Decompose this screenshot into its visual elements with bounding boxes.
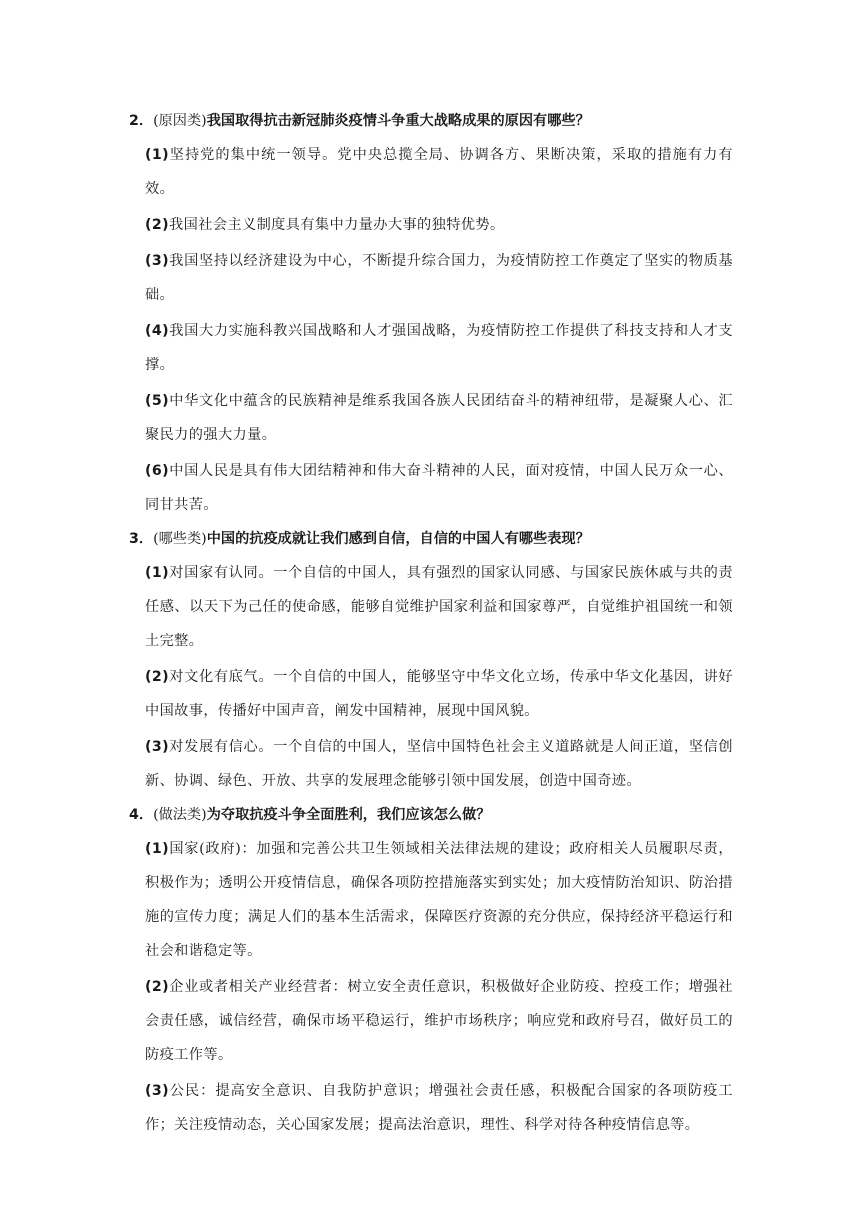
- answer-text: 对发展有信心。一个自信的中国人，坚信中国特色社会主义道路就是人间正道，坚信创新、协调、绿色、开放、共享的发展理念能够引领中国发展，创造中国奇迹。: [145, 739, 733, 789]
- question-title: 为夺取抗疫斗争全面胜利，我们应该怎么做？: [206, 807, 491, 823]
- question-heading: [129, 526, 733, 552]
- answer-index: (6): [145, 463, 170, 479]
- question-heading: [129, 802, 733, 828]
- answer-item: [145, 454, 733, 522]
- answer-index: (5): [145, 393, 170, 409]
- answer-item: [145, 730, 733, 798]
- answer-index: (3): [145, 253, 170, 269]
- answer-item: [145, 832, 733, 968]
- answer-index: (3): [145, 1083, 170, 1099]
- answer-text: 企业或者相关产业经营者：树立安全责任意识，积极做好企业防疫、控疫工作；增强社会责任感，诚信经营，确保市场平稳运行，维护市场秩序；响应党和政府号召，做好员工的防疫工作等。: [145, 979, 733, 1063]
- answer-item: [145, 1074, 733, 1142]
- answer-text: 我国社会主义制度具有集中力量办大事的独特优势。: [169, 217, 505, 233]
- answer-text: 对文化有底气。一个自信的中国人，能够坚守中华文化立场，传承中华文化基因，讲好中国故事，传播好中国声音，阐发中国精神，展现中国风貌。: [145, 669, 733, 719]
- question-4: [129, 802, 733, 1142]
- answer-index: (2): [145, 217, 170, 233]
- answer-item: [145, 384, 733, 452]
- question-3: [129, 526, 733, 798]
- answer-text: 对国家有认同。一个自信的中国人，具有强烈的国家认同感、与国家民族休戚与共的责任感、以天下为己任的使命感，能够自觉维护国家利益和国家尊严，自觉维护祖国统一和领土完整。: [145, 565, 733, 649]
- answer-item: [145, 138, 733, 206]
- answer-text: 公民：提高安全意识、自我防护意识；增强社会责任感，积极配合国家的各项防疫工作；关注疫情动态，关心国家发展；提高法治意识，理性、科学对待各种疫情信息等。: [145, 1083, 733, 1133]
- answer-index: (3): [145, 739, 170, 755]
- answer-index: (2): [145, 669, 170, 685]
- answer-item: [145, 314, 733, 382]
- question-heading: [129, 108, 733, 134]
- answer-item: [145, 244, 733, 312]
- answer-item: [145, 970, 733, 1072]
- question-tag: (原因类): [153, 113, 207, 129]
- question-number: 2．: [129, 113, 154, 129]
- answer-text: 坚持党的集中统一领导。党中央总揽全局、协调各方、果断决策，采取的措施有力有效。: [145, 147, 733, 197]
- question-tag: (做法类): [153, 807, 207, 823]
- answer-item: [145, 660, 733, 728]
- answer-text: 我国大力实施科教兴国战略和人才强国战略，为疫情防控工作提供了科技支持和人才支撑。: [145, 323, 733, 373]
- question-2: [129, 108, 733, 522]
- question-title: 我国取得抗击新冠肺炎疫情斗争重大战略成果的原因有哪些？: [206, 113, 590, 129]
- answer-item: [145, 208, 733, 242]
- answer-text: 中华文化中蕴含的民族精神是维系我国各族人民团结奋斗的精神纽带，是凝聚人心、汇聚民力的强大力量。: [145, 393, 733, 443]
- answer-text: 我国坚持以经济建设为中心，不断提升综合国力，为疫情防控工作奠定了坚实的物质基础。: [145, 253, 733, 303]
- answer-index: (2): [145, 979, 170, 995]
- answer-item: [145, 556, 733, 658]
- question-number: 3．: [129, 531, 154, 547]
- question-tag: (哪些类): [153, 531, 207, 547]
- document-content: [129, 108, 733, 1146]
- answer-index: (1): [145, 841, 170, 857]
- question-title: 中国的抗疫成就让我们感到自信，自信的中国人有哪些表现？: [206, 531, 590, 547]
- question-number: 4．: [129, 807, 154, 823]
- answer-text: 中国人民是具有伟大团结精神和伟大奋斗精神的人民，面对疫情，中国人民万众一心、同甘共苦。: [145, 463, 733, 513]
- answer-index: (1): [145, 565, 170, 581]
- answer-index: (4): [145, 323, 170, 339]
- answer-index: (1): [145, 147, 170, 163]
- answer-text: 国家(政府)：加强和完善公共卫生领域相关法律法规的建设；政府相关人员履职尽责，积极作为；透明公开疫情信息，确保各项防控措施落实到实处；加大疫情防治知识、防治措施的宣传力度；满足人们的基本生活需求，保障医疗资源的充分供应，保持经济平稳运行和社会和谐稳定等。: [145, 841, 733, 959]
